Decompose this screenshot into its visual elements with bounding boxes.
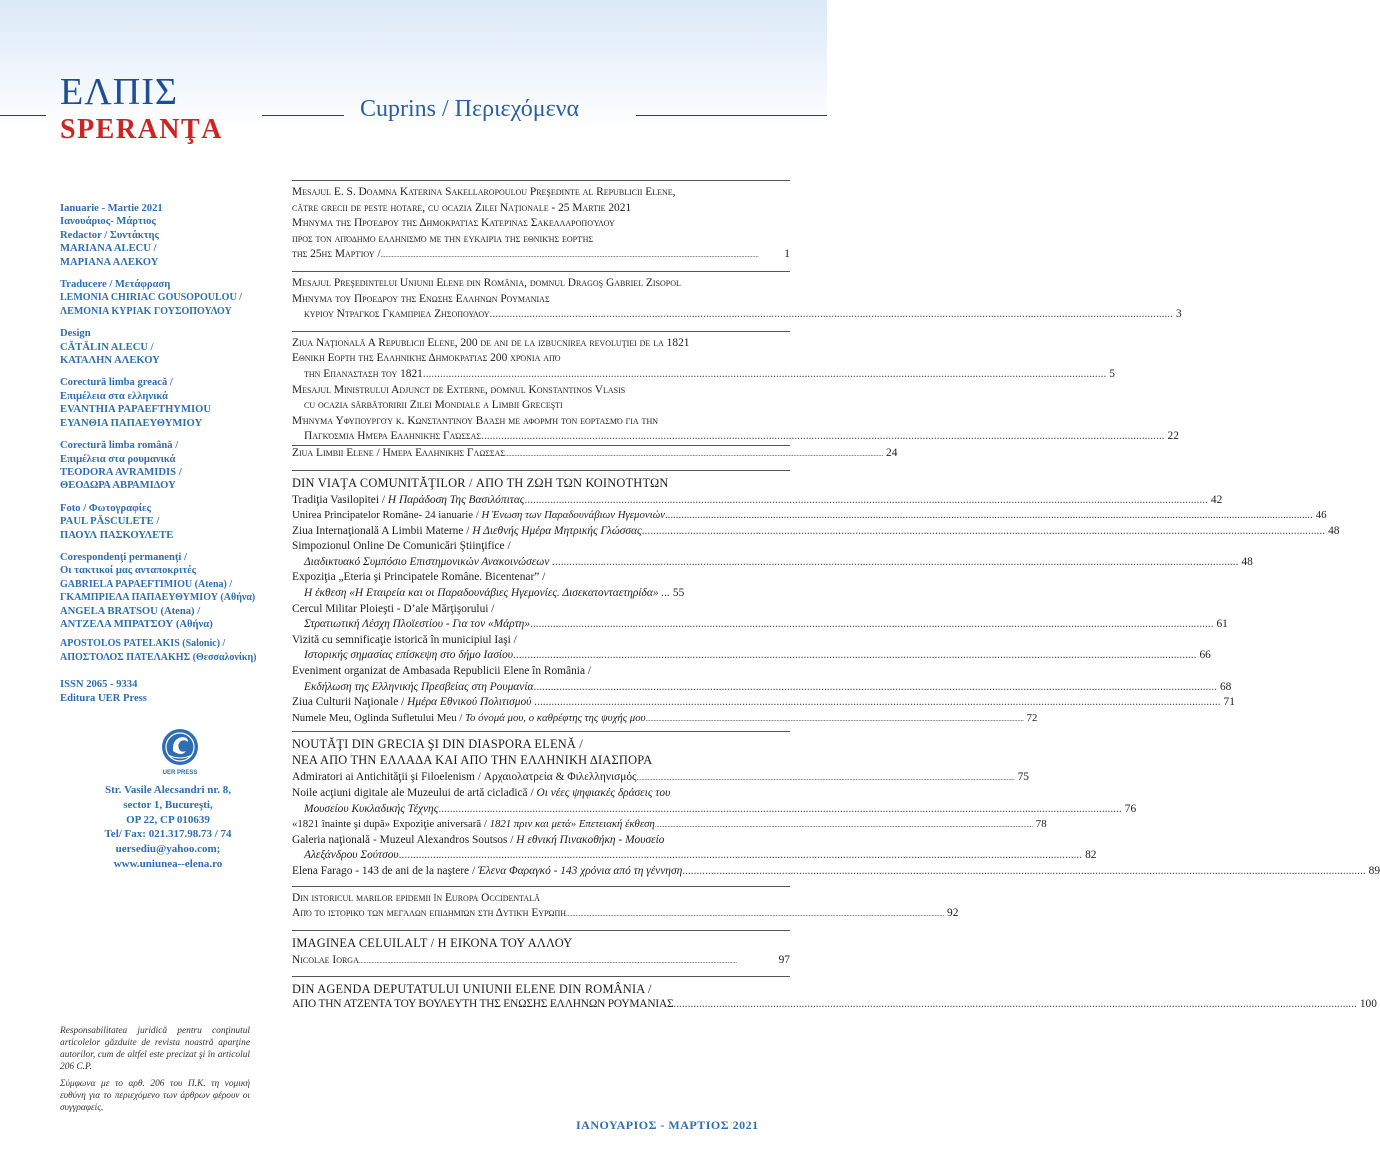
toc-page-number: 1: [784, 248, 790, 261]
toc-entry-title: της 25ης Μαρτίου /: [292, 248, 381, 261]
leader-dots: [438, 802, 1121, 818]
toc-line: προς τον απόδημο ελληνισμό με την ευκαιρία της εθνικής εορτής: [292, 232, 594, 245]
leader-dots: [399, 848, 1082, 864]
toc-page-number: 71: [1223, 696, 1235, 709]
leader-dots: [534, 680, 1217, 696]
toc-page-number: 100: [1359, 998, 1377, 1011]
toc-entry-title: Nicolae Iorga: [292, 953, 359, 966]
address-line: sector 1, Bucureşti,: [123, 798, 213, 811]
header-rule-right: [636, 115, 827, 116]
toc-page-number: 82: [1085, 849, 1097, 862]
toc-entry-title-greek: Διαδικτυακό Συμπόσιο Επιστημονικών Ανακοινώσεων .: [304, 555, 556, 568]
masthead-line: MARIANA ALECU /: [60, 243, 157, 255]
toc-entry-title: Παγκόσμια Ημέρα Ελληνικής Γλώσσας: [304, 430, 482, 443]
toc-section-the-other: [292, 930, 790, 969]
toc-entry[interactable]: [292, 770, 1029, 786]
toc-line: Ziua Naţională A Republicii Elene, 200 de ani de la izbucnirea revoluţiei de la 1821: [292, 336, 690, 349]
masthead-line: LEMONIA CHIRIAC GOUSOPOULOU /: [60, 292, 242, 304]
toc-entry-title-greek: Η Παράδοση Της Βασιλόπιτας: [387, 493, 525, 506]
toc-page-number: 61: [1216, 618, 1228, 631]
toc-entry-title: «1821 înainte şi după» Expoziţie aniversară /: [292, 818, 490, 831]
toc-entry-title: Από το ιστορικό των μεγάλων επιδημιών στη Δυτική Ευρώπη: [292, 907, 567, 920]
toc-page-number: 3: [1175, 308, 1182, 321]
toc-page-number: 76: [1124, 802, 1137, 815]
toc-section-news-greece: [292, 731, 1380, 879]
leader-dots: [481, 429, 1164, 445]
toc-entry-title-greek: Οι νέες ψηφιακές δράσεις του: [536, 787, 671, 799]
masthead-line: Corespondenţi permanenţi /: [60, 551, 187, 563]
leader-dots: [359, 953, 776, 969]
masthead-line: ΘΕΟΔΩΡΑ ΑΒΡΑΜΙΔΟΥ: [60, 480, 176, 492]
masthead-line: TEODORA AVRAMIDIS /: [60, 466, 182, 478]
toc-line: către grecii de peste hotare, cu ocazia Zilei Naţionale - 25 Martie 2021: [292, 201, 632, 214]
website-link[interactable]: www.uniunea--elena.ro: [113, 857, 223, 870]
toc-line: Mesajul Preşedintelui Uniunii Elene din România, domnul Dragoş Gabriel Zisopol: [292, 276, 681, 289]
toc-line: [292, 786, 790, 802]
leader-dots: [423, 367, 1106, 383]
toc-entry[interactable]: [292, 493, 1223, 509]
toc-page-number: 92: [947, 907, 959, 920]
toc-line: Mesajul Ministrului Adjunct de Externe, domnul Konstantinos Vlasis: [292, 383, 626, 396]
toc-entry-title-greek: Ιστορικής σημασίας επίσκεψη στο δήμο Ιασίου: [304, 649, 514, 662]
toc-entry[interactable]: [292, 307, 1182, 323]
toc-line: Μήνυμα Υφυπουργού κ. Κωνσταντίνου Βλάση με αφορμή τον εορτασμό για την: [292, 414, 658, 427]
toc-section-national-day: [292, 331, 1179, 462]
leader-dots: [555, 555, 1238, 571]
toc-line: Εθνικη Εορτη της Ελληνικής Δημοκρατίας 200 χρόνια από: [292, 352, 561, 365]
masthead-line: ΚΑΤΑΛΗΝ ΑΛΕΚΟΥ: [60, 355, 160, 367]
toc-entry[interactable]: [292, 247, 790, 263]
leader-dots: [646, 711, 1024, 727]
toc-page-number: 24: [886, 446, 898, 459]
toc-entry-title: Unirea Principatelor Române- 24 ianuarie /: [292, 509, 482, 522]
masthead-group-design: [60, 327, 260, 367]
page-footer: ΙΑΝΟΥΑΡΙΟΣ - ΜΑΡΤΙΟΣ 2021: [576, 1118, 759, 1132]
masthead-line: Corectură limba greacă /: [60, 377, 173, 389]
toc-line: Simpozionul Online De Comunicări Ştiinţifice /: [292, 540, 511, 553]
toc-entry[interactable]: [292, 367, 1115, 383]
leader-dots: [490, 307, 1173, 323]
leader-dots: [566, 906, 944, 922]
toc-entry[interactable]: [292, 680, 1232, 696]
toc-entry-title: την Επανάσταση του 1821: [304, 367, 423, 380]
address-line: Str. Vasile Alecsandri nr. 8,: [104, 784, 232, 796]
address-line: OP 22, CP 010639: [126, 813, 210, 826]
toc-line: Μήνυμα της Προέδρου της Δημοκρατίας Κατερίνας Σακελλαροπούλου: [292, 217, 615, 230]
toc-entry-title: ΑΠΟ ΤΗΝ ΑΤΖΕΝΤΑ ΤΟΥ ΒΟΥΛΕΥΤΗ ΤΗΣ ΕΝΩΣΗΣ ΕΛΛΗΝΩΝ ΡΟΥΜΑΝΙΑΣ: [292, 998, 674, 1011]
toc-entry-title-greek: Ημέρα Εθνικού Πολιτισμού .: [407, 696, 538, 709]
toc-entry-title-greek: Στρατιωτική Λέσχη Πλοϊεστίου - Για τον «Μάρτη»: [304, 618, 531, 631]
page-title: Cuprins / Περιεχόμενα: [360, 96, 580, 122]
masthead-line: ΑΝΤΖΕΛΑ ΜΠΡΑΤΣΟΥ (Αθήνα): [60, 618, 213, 630]
masthead-group-issn: [60, 678, 260, 705]
toc-line: Eveniment organizat de Ambasada Republicii Elene în România /: [292, 665, 592, 678]
toc-page-number: 75: [1017, 771, 1029, 784]
header-rule-left: [0, 115, 46, 116]
toc-entry-title: Ziua Culturii Naţionale /: [292, 696, 408, 709]
masthead-line: ΛΕΜΟΝΙΑ ΚΥΡΙΑΚ ΓΟΥΣΟΠΟΥΛΟΥ: [60, 305, 232, 317]
toc-page-number: 48: [1241, 555, 1253, 568]
masthead-group-translation: [60, 278, 260, 318]
toc-entry-title-greek: Η εθνική Πινακοθήκη - Μουσείο: [516, 833, 665, 846]
leader-dots: [381, 247, 782, 263]
toc-section-heading: NOUTĂŢI DIN GRECIA ŞI DIN DIASPORA ELENĂ /: [292, 737, 583, 752]
masthead-line: Επιμέλεια στα ρουμανικά: [60, 453, 176, 465]
leader-dots: [524, 493, 1207, 509]
leader-dots: [642, 524, 1325, 540]
toc-section-heading: ΝΕΑ ΑΠΟ ΤΗΝ ΕΛΛΑΔΑ ΚΑΙ ΑΠΟ ΤΗΝ ΕΛΛΗΝΙΚΗ ΔΙΑΣΠΟΡΑ: [292, 753, 653, 768]
toc-entry-title-greek: Έλενα Φαραγκό - 143 χρόνια από τη γέννηση: [477, 864, 683, 877]
address-line: Tel/ Fax: 021.317.98.73 / 74: [104, 828, 232, 841]
toc-line: Cercul Militar Ploieşti - D’ale Mărţişorului /: [292, 602, 495, 615]
leader-dots: [537, 695, 1220, 711]
masthead-line: Επιμέλεια στα ελληνικά: [60, 390, 168, 402]
masthead-line: ΕΥΑΝΘΙΑ ΠΑΠΑΕΥΘΥΜΙΟΥ: [60, 417, 203, 429]
toc-entry-title: Galeria naţională - Muzeul Alexandros Soutsos /: [292, 833, 517, 846]
toc-page-number: 46: [1315, 509, 1327, 522]
toc-section-president-message: [292, 180, 790, 263]
toc-entry-title-greek: Μουσείου Κυκλαδικής Τέχνης: [304, 802, 439, 815]
toc-entry[interactable]: [292, 864, 1380, 880]
toc-page-number: 22: [1167, 430, 1179, 443]
toc-page-number: 89: [1368, 864, 1380, 877]
toc-entry-title: Admiratori ai Antichităţii şi Filoelenism / Αρχαιολατρεία & Φιλελληνισμός: [292, 771, 637, 784]
toc-entry[interactable]: [292, 848, 1097, 864]
masthead-line: GABRIELA PAPAEFTIMIOU (Atena) /: [60, 578, 233, 590]
toc-entry-title: Elena Farago - 143 de ani de la naştere /: [292, 864, 478, 877]
leader-dots: [673, 997, 1356, 1013]
toc-entry[interactable]: [292, 817, 1047, 833]
masthead-group-proof-greek: [60, 376, 260, 430]
toc-entry[interactable]: [292, 524, 1340, 540]
legal-note-greek: Σύμφωνα με το αρθ. 206 του Π.Κ. τη νομική ευθύνη για το περιεχόμενο των άρθρων φέρουν οι συγγραφείς.: [60, 1079, 250, 1113]
toc-page-number: 5: [1109, 367, 1115, 380]
masthead: [60, 202, 260, 872]
masthead-line: CĂTĂLIN ALECU /: [60, 341, 154, 353]
leader-dots: [655, 817, 1033, 833]
masthead-line: ΑΠΟΣΤΟΛΟΣ ΠΑΤΕΛΑΚΗΣ (Θεσσαλονίκη): [60, 651, 257, 663]
toc-page-number: 97: [778, 953, 790, 966]
toc-section-union-president: [292, 271, 1182, 323]
masthead-line: Editura UER Press: [60, 692, 147, 704]
toc-line: [292, 833, 790, 849]
toc-line: cu ocazia sărbătoririi Zilei Mondiale a Limbii Greceşti: [304, 399, 563, 412]
toc-entry[interactable]: [292, 711, 1038, 727]
leader-dots: [513, 648, 1196, 664]
email-link[interactable]: uersediu@yahoo.com;: [115, 843, 221, 856]
toc-entry-title-greek: 1821 πριν και μετά» Επετειακή έκθεση: [489, 818, 655, 831]
address-block: [76, 783, 260, 872]
toc-line: Expoziţia „Eteria şi Principatele Române. Bicentenar” /: [292, 571, 546, 584]
masthead-line: Οι τακτικοί μας ανταποκριτές: [60, 565, 197, 577]
seal-label: UER PRESS: [162, 770, 198, 776]
toc-entry[interactable]: [292, 555, 1253, 571]
toc-entry[interactable]: [292, 802, 1137, 818]
toc-entry[interactable]: [292, 648, 1211, 664]
toc-page-number: 42: [1210, 493, 1223, 506]
toc-entry-title: Tradiţia Vasilopitei /: [292, 493, 388, 506]
logo-romanian: SPERANŢA: [60, 114, 223, 145]
masthead-group-issue: [60, 202, 260, 269]
masthead-line: Design: [60, 328, 91, 340]
masthead-line: EVANTHIA PAPAEFTHYMIOU: [60, 404, 211, 416]
toc-entry-title-greek: Εκδήλωση της Ελληνικής Πρεσβείας στη Ρουμανία: [304, 680, 534, 693]
toc-entry[interactable]: [292, 508, 1327, 524]
masthead-group-correspondents: [60, 551, 260, 664]
masthead-line: Corectură limba română /: [60, 440, 179, 452]
masthead-line: Redactor / Συντάκτης: [60, 229, 160, 241]
masthead-line: ΠΑΟΥΛ ΠΑΣΚΟΥΛΕΤΕ: [60, 529, 174, 541]
masthead-line: Foto / Φωτογραφίες: [60, 502, 151, 514]
toc-page-number: 72: [1026, 711, 1038, 724]
header-rule-mid: [262, 115, 344, 116]
logo-greek: ΕΛΠΙΣ: [60, 71, 178, 113]
leader-dots: [682, 864, 1365, 880]
toc-entry-title-greek: Η έκθεση «Η Εταιρεία και οι Παραδουνάβιες Ηγεμονίες. Δισεκατονταετηρίδα» ...: [304, 587, 670, 600]
toc-line: Mesajul E. S. Doamna Katerina Sakellaropoulou Preşedinte al Republicii Elene,: [292, 186, 676, 198]
toc-entry[interactable]: [292, 953, 790, 969]
toc-line: Μηνυμα του Προεδρου της Ενωσης Ελληνων Ρουμανιας: [292, 292, 550, 305]
toc-entry[interactable]: [292, 429, 1179, 445]
toc-page-number: 68: [1219, 680, 1232, 693]
toc-entry[interactable]: [292, 997, 1377, 1013]
leader-dots: [505, 446, 883, 462]
toc-page-number: 66: [1199, 649, 1211, 662]
masthead-line: ΓΚΑΜΠΡΙΕΛΑ ΠΑΠΑΕΥΘΥΜΙΟΥ (Αθήνα): [60, 592, 256, 604]
toc-entry-title: Numele Meu, Oglinda Sufletului Meu /: [292, 711, 466, 724]
uer-press-logo: [158, 727, 202, 777]
masthead-line: Ianuarie - Martie 2021: [60, 203, 163, 214]
leader-dots: [530, 617, 1213, 633]
toc-section-heading: DIN AGENDA DEPUTATULUI UNIUNII ELENE DIN ROMÂNIA /: [292, 982, 652, 997]
masthead-line: ISSN 2065 - 9334: [60, 679, 138, 691]
leader-dots: [665, 508, 1313, 524]
masthead-line: APOSTOLOS PATELAKIS (Salonic) /: [60, 638, 226, 650]
toc-section-deputy-agenda: [292, 976, 1377, 1013]
toc-section-heading: DIN VIAŢA COMUNITĂŢILOR / ΑΠΟ ΤΗ ΖΩΗ ΤΩΝ ΚΟΙΝΟΤΗΤΩΝ: [292, 475, 669, 490]
toc-entry-title-greek: Η Διεθνής Ημέρα Μητρικής Γλώσσας: [472, 524, 642, 537]
toc-entry-title: Noile acţiuni digitale ale Muzeului de artă cicladică /: [292, 787, 537, 799]
masthead-line: PAUL PĂSCULETE /: [60, 516, 160, 528]
toc-entry[interactable]: [292, 695, 1235, 711]
toc-entry-title: Ziua Internaţională A Limbii Materne /: [292, 524, 473, 537]
toc-entry[interactable]: [292, 906, 959, 922]
toc-page-number: 78: [1035, 818, 1047, 831]
toc-entry-title-greek: Αλεξάνδρου Σούτσου: [304, 849, 399, 862]
masthead-line: Traducere / Μετάφραση: [60, 279, 171, 291]
toc-entry-title: Ziua Limbii Elene / Ημερα Ελληνικης Γλωσσας: [292, 446, 506, 459]
toc-entry[interactable]: [292, 445, 898, 462]
toc-entry[interactable]: [292, 586, 790, 602]
toc-page-number: 55: [672, 587, 685, 600]
toc-entry-title-greek: Η Ένωση των Παραδουνάβιων Ηγεμονιών: [481, 509, 665, 522]
toc-section-heading: IMAGINEA CELUILALT / Η ΕΙΚΟΝΑ ΤΟΥ ΑΛΛΟΥ: [292, 935, 573, 950]
toc-section-community-life: [292, 470, 1340, 727]
leader-dots: [637, 770, 1015, 786]
toc-entry-title-greek: Το όνομά μου, ο καθρέφτης της ψυχής μου: [465, 711, 646, 724]
toc-entry[interactable]: [292, 617, 1228, 633]
toc-section-epidemics: [292, 886, 959, 922]
toc-line: Din istoricul marilor epidemii în Europa Occidentală: [292, 891, 540, 904]
masthead-line: Ιανουάριος- Μάρτιος: [60, 216, 156, 228]
toc-line: Vizită cu semnificaţie istorică în municipiul Iaşi /: [292, 633, 517, 646]
masthead-line: ΜΑΡΙΑΝΑ ΑΛΕΚΟΥ: [60, 256, 159, 268]
masthead-line: ANGELA BRATSOU (Atena) /: [60, 605, 201, 617]
table-of-contents: [292, 180, 1380, 1013]
masthead-group-photo: [60, 502, 260, 542]
masthead-group-proof-romanian: [60, 439, 260, 493]
toc-page-number: 48: [1328, 524, 1340, 537]
toc-entry-title: κυριου Ντραγκος Γκαμπριελ Ζησοπουλου: [304, 308, 490, 321]
legal-note-romanian: Responsabilitatea juridică pentru conţinutul articolelor găzduite de revista noastră aparţine autorilor, cum de altfel este precizat şi în articolul 206 C.P.: [60, 1026, 250, 1072]
